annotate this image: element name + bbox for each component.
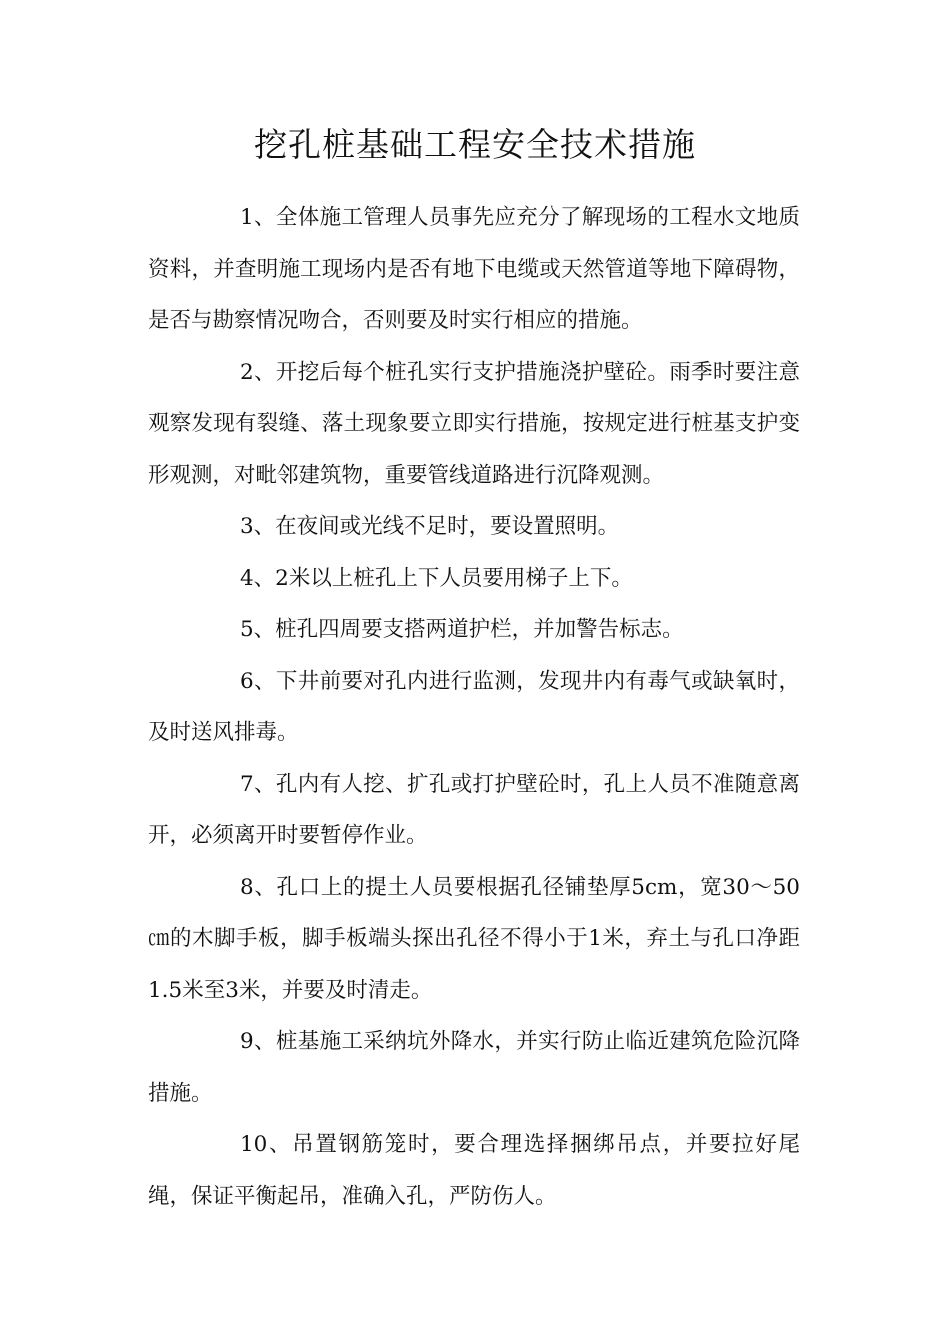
paragraph-8: 8、孔口上的提土人员要根据孔径铺垫厚5cm，宽30～50㎝的木脚手板，脚手板端头探出孔径不得小于1米，弃土与孔口净距1.5米至3米，并要及时清走。 <box>148 874 800 1003</box>
paragraph-7: 7、孔内有人挖、扩孔或打护壁砼时，孔上人员不准随意离开，必须离开时要暂停作业。 <box>148 771 800 848</box>
paragraph-6: 6、下井前要对孔内进行监测，发现井内有毒气或缺氧时，及时送风排毒。 <box>148 668 800 745</box>
paragraph-5: 5、桩孔四周要支搭两道护栏，并加警告标志。 <box>240 617 684 642</box>
paragraph-4: 4、2米以上桩孔上下人员要用梯子上下。 <box>240 565 633 591</box>
document-body <box>148 192 800 1222</box>
document-title: 挖孔桩基础工程安全技术措施 <box>254 125 696 164</box>
paragraph-3: 3、在夜间或光线不足时，要设置照明。 <box>240 514 620 539</box>
paragraph-2: 2、开挖后每个桩孔实行支护措施浇护壁砼。雨季时要注意观察发现有裂缝、落土现象要立即实行措施，按规定进行桩基支护变形观测，对毗邻建筑物，重要管线道路进行沉降观测。 <box>148 359 800 488</box>
paragraph-9: 9、桩基施工采纳坑外降水，并实行防止临近建筑危险沉降措施。 <box>148 1029 800 1106</box>
paragraph-1: 1、全体施工管理人员事先应充分了解现场的工程水文地质资料，并查明施工现场内是否有地下电缆或天然管道等地下障碍物，是否与勘察情况吻合，否则要及时实行相应的措施。 <box>148 205 800 333</box>
paragraph-10: 10、吊置钢筋笼时，要合理选择捆绑吊点，并要拉好尾绳，保证平衡起吊，准确入孔，严防伤人。 <box>148 1132 800 1209</box>
